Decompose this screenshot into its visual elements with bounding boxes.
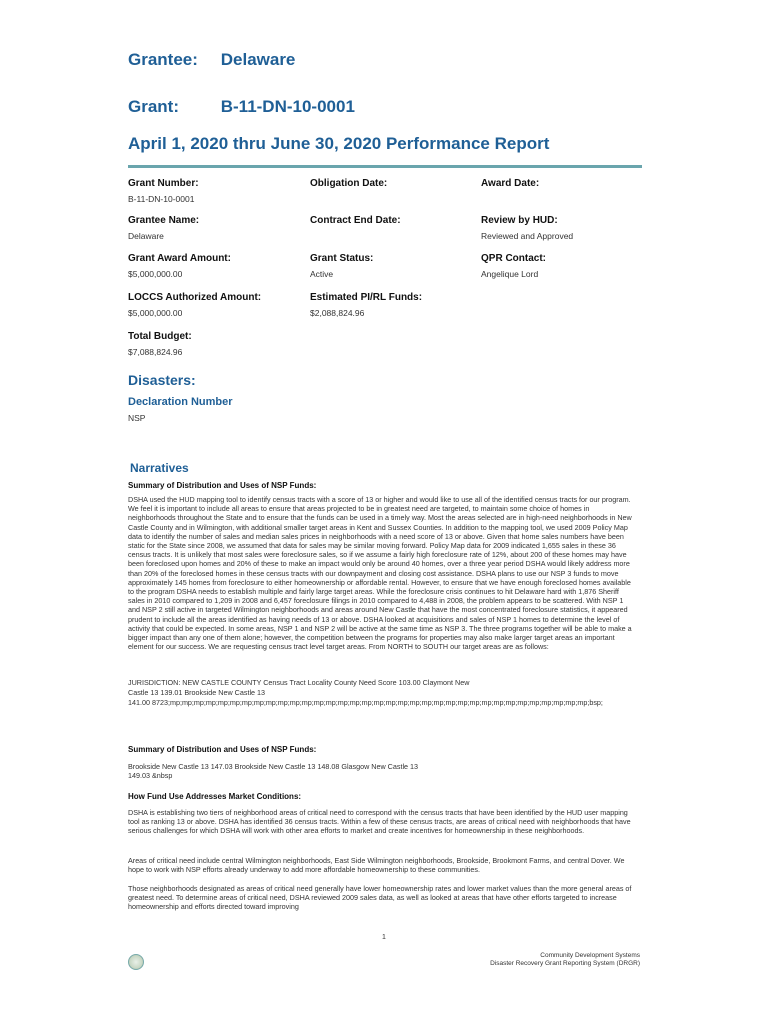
grantee-value: Delaware bbox=[220, 50, 296, 69]
award-amount-value: $5,000,000.00 bbox=[128, 269, 183, 279]
table-line: 141.00 8723;mp;mp;mp;mp;mp;mp;mp;mp;mp;mp;mp;mp;mp;mp;mp;mp;mp;mp;mp;mp;mp;mp;mp;mp;mp;mp;mp;mp;mp;mp;mp;mp;mp;mp;mp;bsp; bbox=[128, 698, 603, 707]
obligation-date-label: Obligation Date: bbox=[310, 178, 388, 189]
grantee-name-label: Grantee Name: bbox=[128, 215, 200, 226]
total-budget-value: $7,088,824.96 bbox=[128, 347, 183, 357]
grant-number-value: B-11-DN-10-0001 bbox=[128, 194, 195, 204]
market-paragraph: Those neighborhoods designated as areas of critical need generally have lower homeownership rates and lower market values than the more general areas of greatest need. To determine areas of critical need, DSHA reviewed 2009 sales data, as well as looked at areas that have other efforts targeted to increase homeownership and efforts directed toward improving bbox=[128, 884, 632, 912]
summary-label: Summary of Distribution and Uses of NSP Funds: bbox=[128, 481, 317, 490]
footer-system bbox=[490, 952, 640, 968]
hud-seal-icon bbox=[128, 954, 144, 970]
footer-line-2: Disaster Recovery Grant Reporting System (DRGR) bbox=[490, 960, 640, 967]
award-amount-label: Grant Award Amount: bbox=[128, 253, 231, 264]
pirl-value: $2,088,824.96 bbox=[310, 308, 365, 318]
market-conditions-label: How Fund Use Addresses Market Conditions: bbox=[128, 792, 302, 801]
declaration-value: NSP bbox=[128, 413, 146, 423]
grant-key: Grant: bbox=[128, 97, 179, 116]
loccs-label: LOCCS Authorized Amount: bbox=[128, 292, 262, 303]
summary-label-2: Summary of Distribution and Uses of NSP Funds: bbox=[128, 745, 317, 754]
qpr-contact-label: QPR Contact: bbox=[481, 253, 546, 264]
summary-2-line: Brookside New Castle 13 147.03 Brookside New Castle 13 148.08 Glasgow New Castle 13 bbox=[128, 762, 419, 771]
grantee-key: Grantee: bbox=[128, 50, 198, 69]
market-paragraph: Areas of critical need include central Wilmington neighborhoods, East Side Wilmington neighborhoods, Brookside, Brookmont Farms, and central Dover. We hope to work with NSP efforts already underway to add more affordable homeownership to these communities. bbox=[128, 856, 625, 875]
total-budget-label: Total Budget: bbox=[128, 331, 192, 342]
table-line: JURISDICTION: NEW CASTLE COUNTY Census Tract Locality County Need Score 103.00 Claymont New bbox=[128, 678, 470, 687]
award-date-label: Award Date: bbox=[481, 178, 540, 189]
page-number: 1 bbox=[382, 934, 386, 941]
grant-value: B-11-DN-10-0001 bbox=[220, 97, 355, 116]
grant-heading bbox=[128, 97, 355, 117]
review-value: Reviewed and Approved bbox=[481, 231, 574, 241]
pirl-label: Estimated PI/RL Funds: bbox=[310, 292, 423, 303]
disasters-heading: Disasters: bbox=[128, 372, 196, 388]
qpr-contact-value: Angelique Lord bbox=[481, 269, 539, 279]
table-line: Castle 13 139.01 Brookside New Castle 13 bbox=[128, 688, 266, 697]
grantee-heading bbox=[128, 50, 295, 70]
declaration-heading: Declaration Number bbox=[128, 396, 233, 408]
grantee-name-value: Delaware bbox=[128, 231, 164, 241]
report-title: April 1, 2020 thru June 30, 2020 Performance Report bbox=[128, 134, 550, 153]
narratives-heading: Narratives bbox=[130, 461, 189, 475]
footer-line-1: Community Development Systems bbox=[540, 952, 640, 959]
review-label: Review by HUD: bbox=[481, 215, 558, 226]
grant-number-label: Grant Number: bbox=[128, 178, 199, 189]
loccs-value: $5,000,000.00 bbox=[128, 308, 183, 318]
grant-status-value: Active bbox=[310, 269, 334, 279]
summary-2-line: 149.03 &nbsp bbox=[128, 771, 173, 780]
header-divider bbox=[128, 165, 642, 168]
grant-status-label: Grant Status: bbox=[310, 253, 374, 264]
contract-end-label: Contract End Date: bbox=[310, 215, 401, 226]
market-paragraph: DSHA is establishing two tiers of neighborhood areas of critical need to correspond with the census tracts that have been identified by the HUD user mapping tool as ranking 13 or above. DSHA has identified 36 census tracts. Within a few of these census tracts, are areas of critical need with neighborhoods that have serious challenges for which DSHA will work with other area efforts to market and create incentives for homeownership in these neighborhoods. bbox=[128, 808, 631, 836]
summary-paragraph: DSHA used the HUD mapping tool to identify census tracts with a score of 13 or higher and would like to use all of the identified census tracts for our program. We feel it is important to include all areas to ensure that areas projected to be in greatest need are targeted, to maintain some choice of homes in neighborhoods throughout the State and to ensure that the funds can be used in a timely way. Most the areas selected are in high-need neighborhoods in New Castle County and in Wilmington, with additional smaller target areas in Kent and Sussex Counties. In addition to the mapping tool, we used 2009 Policy Map data to identify the number of sales and median sales prices in neighborhoods with a need score of 13 or above. Given that home sales numbers have been static for the State since 2008, we assumed that data for sales may be similar moving forward. Policy Map data for 2009 indicated 1,655 sales in these 36 census tracts. It is unlikely that most sales were foreclosure sales, so if we assume a fairly high foreclosure rate of 12%, about 200 of these homes may have been foreclosed upon homes and 20% of these to make an impact would only be around 40 homes, over a three year period DSHA would likely address more than 20% of the foreclosed homes in these census tracts with our downpayment and closing cost assistance. DSHA plans to use our NSP 3 funds to move approximately 145 homes from foreclosure to either homeownership or affordable rental. However, to ensure that we have enough foreclosed homes available to the program DSHA needs to establish multiple and fairly large target areas. While the foreclosure crisis continues to hit Delaware hard with 1,876 Sheriff sales in 2010 compared to 1,209 in 2008 and 6,457 foreclosure filings in 2010 compared to 4,488 in 2008, the problem appears to be scattered. With NSP 1 and NSP 2 still active in targeted Wilmington neighborhoods and areas around New Castle that have the most concentrated foreclosure statistics, it appeared prudent to include all the areas identified as having needs of 13 or above. DSHA looked at acquisitions and sales of NSP 1 homes to determine the level of activity that could be expected. In some areas, NSP 1 and NSP 2 will be active at the same time as NSP 3. The three programs together will be able to make a bigger impact than any one of them alone; however, the competition between the programs for properties may also make larger target areas an important element for our success. We are requesting census tract level target areas. From NORTH to SOUTH our target areas are as follows: bbox=[128, 495, 632, 652]
